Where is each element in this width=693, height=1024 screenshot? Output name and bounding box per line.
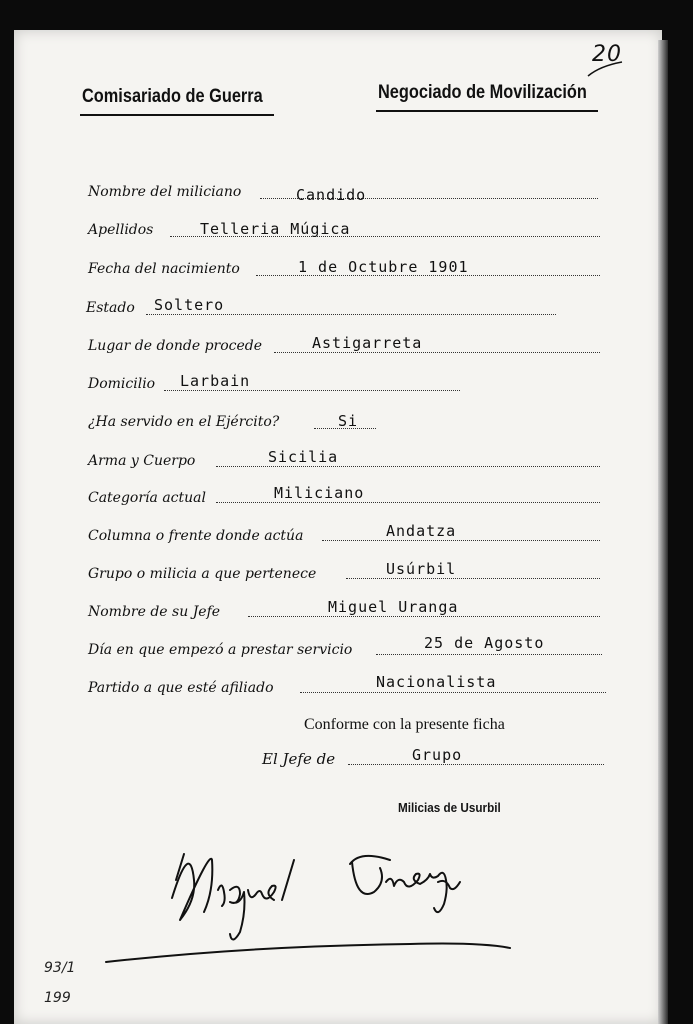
conforme-text: Conforme con la presente ficha (304, 716, 505, 733)
field-label-apellidos: Apellidos (88, 222, 154, 238)
field-label-fecha: Fecha del nacimiento (88, 261, 240, 277)
dotted-line (216, 466, 600, 467)
field-value-ejercito: Si (338, 412, 359, 430)
field-label-columna: Columna o frente donde actúa (88, 528, 304, 544)
page-number-stroke (586, 58, 626, 80)
field-value-nombre: Candido (296, 186, 367, 204)
dotted-line (346, 578, 600, 579)
field-label-dia: Día en que empezó a prestar servicio (88, 642, 353, 658)
field-value-dia: 25 de Agosto (424, 634, 545, 652)
header-right: Negociado de Movilización (378, 82, 587, 103)
field-label-estado: Estado (86, 300, 135, 316)
field-value-categoria: Miliciano (274, 484, 365, 502)
card-edge (658, 40, 668, 1024)
dotted-line (376, 654, 602, 655)
header-left-underline (80, 114, 274, 116)
field-label-grupo: Grupo o milicia a que pertenece (88, 566, 317, 582)
field-label-jefe: Nombre de su Jefe (88, 604, 221, 620)
field-value-fecha: 1 de Octubre 1901 (298, 258, 469, 276)
jefe-value: Grupo (412, 746, 463, 764)
archive-mark-1: 93/1 (44, 960, 76, 976)
field-label-nombre: Nombre del miliciano (88, 184, 242, 200)
dotted-line (164, 390, 460, 391)
field-value-arma: Sicilia (268, 448, 339, 466)
field-value-partido: Nacionalista (376, 673, 497, 691)
jefe-label: El Jefe de (262, 750, 336, 768)
field-label-lugar: Lugar de donde procede (88, 338, 263, 354)
milicias-stamp: Milicias de Usurbil (398, 800, 501, 815)
dotted-line (322, 540, 600, 541)
field-label-arma: Arma y Cuerpo (88, 453, 196, 469)
header-left: Comisariado de Guerra (82, 86, 263, 107)
field-value-apellidos: Telleria Múgica (200, 220, 351, 238)
dotted-line (348, 764, 604, 765)
dotted-line (274, 352, 600, 353)
archive-mark-2: 199 (44, 990, 71, 1006)
field-value-grupo: Usúrbil (386, 560, 457, 578)
dotted-line (146, 314, 556, 315)
header-right-underline (376, 110, 598, 112)
field-label-partido: Partido a que esté afiliado (88, 680, 274, 696)
field-value-domicilio: Larbain (180, 372, 251, 390)
signature (100, 820, 540, 970)
dotted-line (216, 502, 600, 503)
field-label-ejercito: ¿Ha servido en el Ejército? (88, 414, 280, 430)
field-label-categoria: Categoría actual (88, 490, 206, 506)
field-value-lugar: Astigarreta (312, 334, 423, 352)
dotted-line (248, 616, 600, 617)
page-number: 20 (592, 42, 622, 67)
field-label-domicilio: Domicilio (88, 376, 156, 392)
field-value-jefe: Miguel Uranga (328, 598, 459, 616)
field-value-columna: Andatza (386, 522, 457, 540)
field-value-estado: Soltero (154, 296, 225, 314)
dotted-line (300, 692, 606, 693)
